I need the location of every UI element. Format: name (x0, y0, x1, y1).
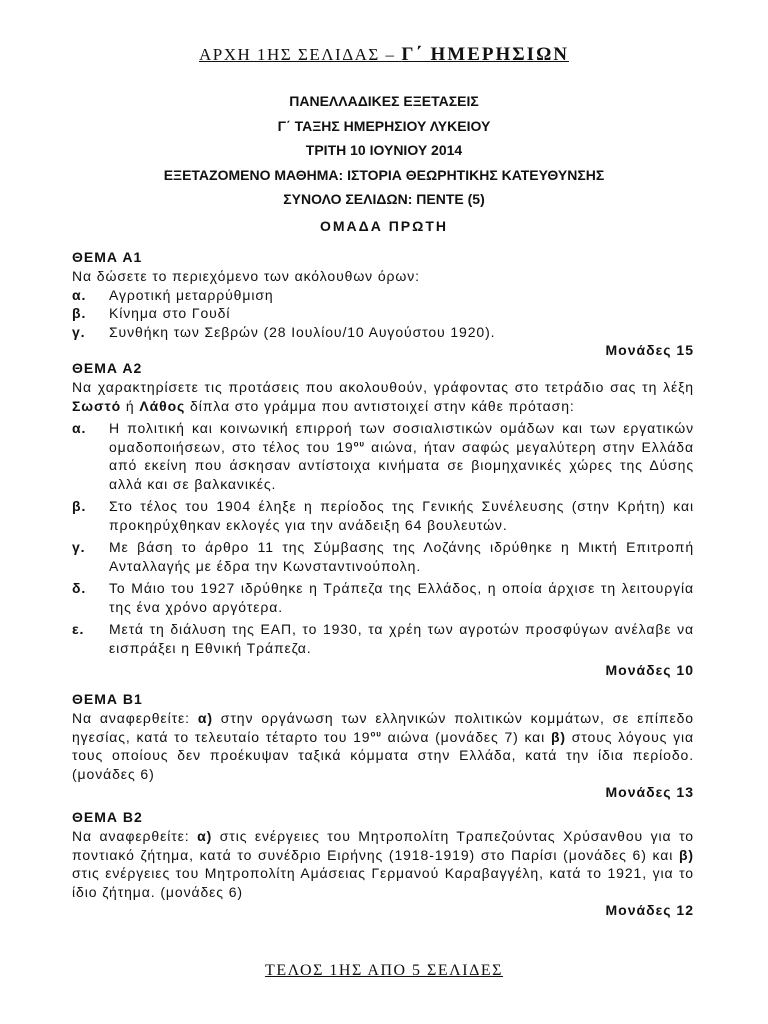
page-header-plain: ΑΡΧΗ 1ΗΣ ΣΕΛΙΔΑΣ – (198, 45, 402, 64)
section-text (72, 827, 694, 901)
exam-title-block (0, 89, 768, 212)
superscript: ου (353, 438, 365, 448)
intro-text: Να χαρακτηρίσετε τις προτάσεις που ακολουθούν, γράφοντας στο τετράδιο σας τη λέξη (72, 379, 694, 395)
item-label: γ. (72, 323, 86, 340)
item-label: γ. (72, 539, 86, 555)
item-label: β. (72, 305, 87, 321)
list-item (72, 286, 694, 305)
exam-title-line: ΠΑΝΕΛΛΑΔΙΚΕΣ ΕΞΕΤΑΣΕΙΣ (289, 93, 479, 109)
page-header-bold: Γ΄ ΗΜΕΡΗΣΙΩΝ (401, 44, 569, 65)
section-text-part: αιώνα (μονάδες 7) και (381, 728, 551, 745)
section-a1 (72, 248, 694, 360)
item-label: ε. (72, 621, 85, 637)
section-text-part: Να αναφερθείτε: (72, 710, 198, 726)
part-label: β) (550, 728, 566, 745)
exam-title-line: ΣΥΝΟΛΟ ΣΕΛΙΔΩΝ: ΠΕΝΤΕ (5) (283, 191, 485, 207)
intro-text: ή (121, 397, 140, 414)
superscript: ου (370, 728, 382, 738)
item-text: Κίνημα στο Γουδί (109, 305, 231, 321)
item-text-part: αιώνα, ήταν σαφώς μεγαλύτερη στην Ελλάδα από εκείνη που άσκησαν αντίστοιχα κινήματα σε βιομηχανικές χώρες της Δύσης αλλά και σε βαλκανικές. (109, 438, 694, 492)
item-label: δ. (72, 580, 87, 596)
marks-label: Μονάδες 13 (605, 784, 694, 800)
item-label: α. (72, 420, 87, 436)
section-intro: Να δώσετε το περιεχόμενο των ακόλουθων όρων: (72, 268, 420, 284)
list-item (72, 304, 694, 323)
section-title: ΘΕΜΑ Β1 (72, 691, 143, 707)
group-title: ΟΜΑΔΑ ΠΡΩΤΗ (319, 218, 449, 234)
list-item (72, 579, 694, 616)
exam-title-line: ΤΡΙΤΗ 10 ΙΟΥΝΙΟΥ 2014 (305, 142, 463, 158)
part-label: β) (678, 846, 694, 863)
list-item (72, 419, 694, 493)
exam-title-line: Γ΄ ΤΑΞΗΣ ΗΜΕΡΗΣΙΟΥ ΛΥΚΕΙΟΥ (277, 117, 491, 134)
section-text-part: στους λόγους για τους οποίους δεν προέκυψαν ταξικά κόμματα στην Ελλάδα, κατά την ίδια περίοδο. (μονάδες 6) (72, 728, 694, 782)
item-label: α. (72, 286, 87, 303)
section-title: ΘΕΜΑ Α1 (72, 249, 143, 265)
item-text: Στο τέλος του 1904 έληξε η περίοδος της Γενικής Συνέλευσης (στην Κρήτη) και προκηρύχθηκαν εκλογές για την ανάδειξη 64 βουλευτών. (109, 498, 694, 533)
marks-label: Μονάδες 15 (605, 342, 694, 358)
page-header (0, 44, 768, 66)
list-item (72, 620, 694, 657)
page-footer: ΤΕΛΟΣ 1ΗΣ ΑΠΟ 5 ΣΕΛΙΔΕΣ (265, 962, 503, 979)
section-text-part: στις ενέργειες του Μητροπολίτη Τραπεζούντας Χρύσανθου για το ποντιακό ζήτημα, κατά το συνέδριο Ειρήνης (1918-1919) στο Παρίσι (μονάδες 6) και (72, 828, 694, 863)
marks-label: Μονάδες 10 (605, 662, 694, 678)
section-a2 (72, 359, 694, 680)
section-intro (72, 378, 694, 415)
section-b1 (72, 690, 694, 802)
item-text (109, 419, 694, 493)
item-text: Το Μάιο του 1927 ιδρύθηκε η Τράπεζα της Ελλάδος, η οποία άρχισε τη λειτουργία της ένα χρόνο αργότερα. (109, 580, 694, 615)
section-text-part: στην οργάνωση των ελληνικών πολιτικών κομμάτων, σε επίπεδο ηγεσίας, κατά το τελευταίο τέταρτο του 19 (72, 710, 694, 745)
part-label: α) (197, 828, 213, 844)
word-wrong: Λάθος (139, 397, 186, 414)
section-title: ΘΕΜΑ Α2 (72, 360, 143, 376)
intro-text: δίπλα στο γράμμα που αντιστοιχεί στην κάθε πρόταση: (185, 397, 575, 414)
item-text-part: Η πολιτική και κοινωνική επιρροή των σοσιαλιστικών ομάδων και των εργατικών ομαδοποιήσεων, στο τέλος του 19 (109, 420, 694, 455)
list-item (72, 497, 694, 534)
section-title: ΘΕΜΑ Β2 (72, 809, 143, 825)
item-text: Με βάση το άρθρο 11 της Σύμβασης της Λοζάνης ιδρύθηκε η Μικτή Επιτροπή Ανταλλαγής με έδρα την Κωνσταντινούπολη. (109, 539, 694, 574)
section-text (72, 709, 694, 783)
marks-label: Μονάδες 12 (605, 902, 694, 918)
section-text-part: Να αναφερθείτε: (72, 828, 198, 844)
part-label: α) (197, 710, 213, 726)
list-item (72, 538, 694, 575)
item-text: Μετά τη διάλυση της ΕΑΠ, το 1930, τα χρέη των αγροτών προσφύγων ανέλαβε να εισπράξει η Εθνική Τράπεζα. (109, 621, 694, 656)
item-text: Αγροτική μεταρρύθμιση (109, 286, 274, 303)
item-label: β. (72, 498, 87, 514)
word-correct: Σωστό (72, 397, 122, 414)
list-item (72, 323, 694, 342)
exam-title-line: ΕΞΕΤΑΖΟΜΕΝΟ ΜΑΘΗΜΑ: ΙΣΤΟΡΙΑ ΘΕΩΡΗΤΙΚΗΣ ΚΑΤΕΥΘΥΝΣΗΣ (163, 166, 605, 183)
section-b2 (72, 808, 694, 920)
section-text-part: στις ενέργειες του Μητροπολίτη Αμάσειας Γερμανού Καραβαγγέλη, κατά το 1921, για το ίδιο ζήτημα. (μονάδες 6) (72, 865, 694, 900)
item-text: Συνθήκη των Σεβρών (28 Ιουλίου/10 Αυγούστου 1920). (109, 323, 496, 340)
